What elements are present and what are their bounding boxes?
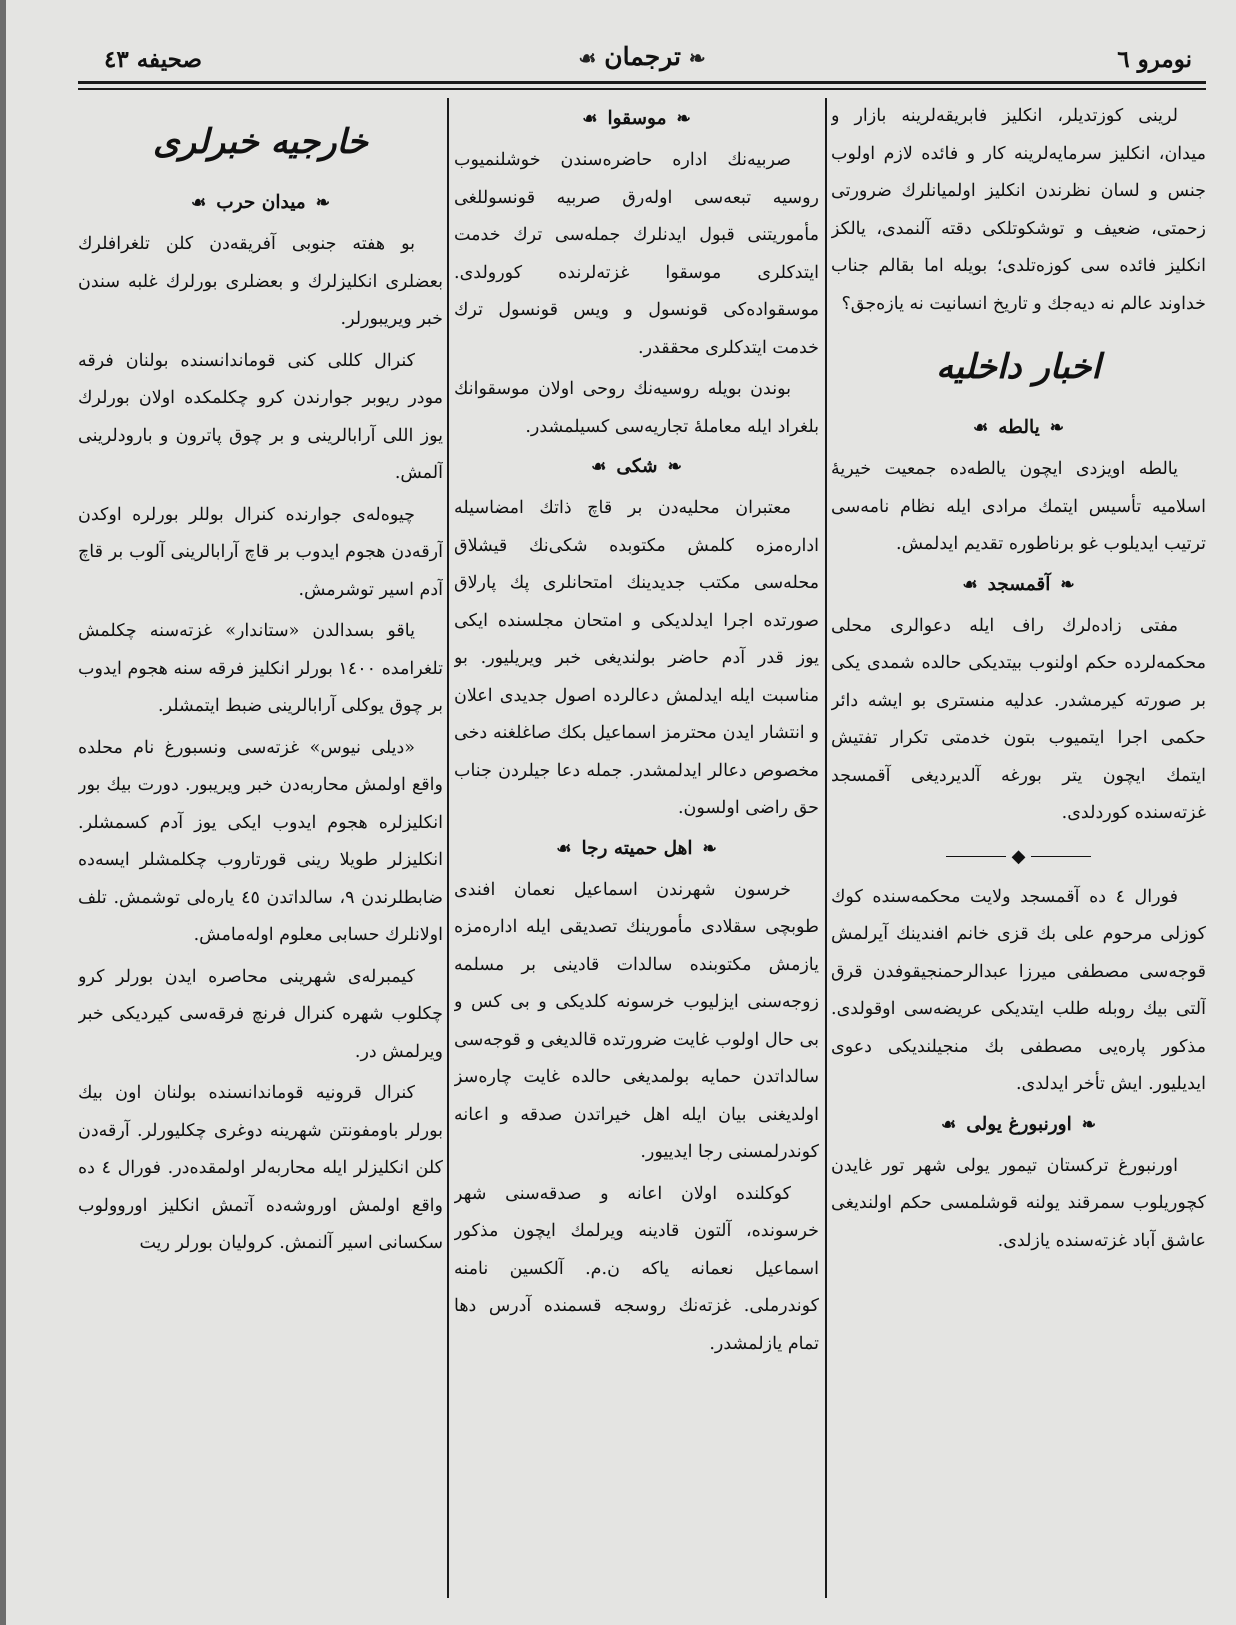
- heading-text: آقمسجد: [987, 573, 1051, 595]
- heading-text: شکی: [616, 456, 658, 477]
- article-paragraph: کنرال کللی کنی قوماندانسنده بولنان فرقه مودر ریوبر جوارندن کرو چکلمکده اولان بورلرك یوز اللی آرابالرینی و بر چوق پاترون و بارودلرینی آلمش.: [78, 350, 443, 483]
- page-number: صحیفه ٤٣: [104, 46, 203, 73]
- article-paragraph: مفتی زاده‌لرك راف ایله دعوالری محلی محکمه‌لرده حکم اولنوب بیتدیکی حالده شمدی یکی بر صورته کیرمشدر. عدلیه منستری بو ایشه دائر حکمی اجرا ایتمیوب بتون خدمتی تکرار تفتیش ایتمك ایچون یتر بورغه آلدیردیغی آقمسجد غزته‌سنده کوردلدی.: [831, 615, 1206, 823]
- ornament-icon: ❧: [1049, 418, 1065, 438]
- article-paragraph: کوکلنده اولان اعانه و صدقه‌سنی شهر خرسونده، آلتون قادینه ویرلمك ایچون مذکور اسماعیل نعمانه یاکه ن.م. آلکسین نامنه کوندرملی. غزته‌نك روسجه قسمنده آدرس دها تمام یازلمشدر.: [454, 1183, 819, 1354]
- article-paragraph: یالطه اویزدی ایچون یالطه‌ده جمعیت خیریۀ اسلامیه تأسیس ایتمك مرادی ایله نظام نامه‌سی ترتیب ایدیلوب غو برناطوره تقدیم ایدلمش.: [831, 459, 1206, 554]
- newspaper-title: [570, 42, 713, 71]
- ornament-icon: ☙: [191, 193, 207, 213]
- ornament-icon: ☙: [591, 457, 607, 477]
- section-title-foreign: خارجیه خبرلری: [153, 122, 368, 162]
- article-paragraph: «دیلی نیوس» غزته‌سی ونسبورغ نام محلده واقع اولمش محاربه‌دن خبر ویریبور. دورت بیك بور انکلیزلره هجوم ایدوب ایکی یوز آدم کسمشلر. انکلیزلر طویلا رینی قورتاروب چکلمشلر ایسه‌ده ضابطلرندن ٩، سالداتدن ٤٥ یاره‌لی توشمش. تلف اولانلرك حسابی معلوم اوله‌مامش.: [78, 737, 443, 945]
- article-paragraph: چیوه‌له‌ی جوارنده کنرال بوللر بورلره اوکدن آرقه‌دن هجوم ایدوب بر قاچ آرابالرینی آلوب بر قاچ آدم اسیر توشرمش.: [78, 504, 443, 600]
- ornament-icon: ❧: [688, 46, 706, 70]
- ornament-icon: ☙: [578, 46, 597, 70]
- ornament-icon: ❧: [1060, 574, 1075, 595]
- ornament-icon: ❧: [667, 457, 682, 477]
- article-heading: [831, 413, 1206, 443]
- header-rule: [78, 81, 1206, 84]
- article-paragraph: اورنبورغ ترکستان تیمور یولی شهر تور غایدن کچوریلوب سمرقند یولنه قوشلمسی حکم اولندیغی عاشق آباد غزته‌سنده یازلدی.: [831, 1155, 1206, 1251]
- column-right: [831, 98, 1206, 1598]
- column-divider: [825, 98, 827, 1598]
- article-heading: [831, 1110, 1206, 1140]
- divider-ornament: [831, 841, 1206, 873]
- ornament-icon: ☙: [972, 418, 989, 438]
- ornament-icon: ❧: [1081, 1114, 1096, 1135]
- heading-text: موسقوا: [607, 108, 667, 129]
- column-divider: [447, 98, 449, 1598]
- section-title-domestic: اخبار داخلیه: [936, 347, 1101, 387]
- ornament-icon: ❧: [702, 838, 717, 859]
- article-paragraph: بو هفته جنوبی آفریقه‌دن کلن تلغرافلرك بعضلری انکلیزلرك و بعضلری بورلرك غلبه سندن خبر ویریبورلر.: [78, 234, 443, 329]
- issue-number: نومرو ٦: [1117, 46, 1192, 73]
- article-paragraph: فورال ٤ ده آقمسجد ولایت محکمه‌سنده کوك کوزلی مرحوم علی بك قزی خانم افندینك آیرلمش قوجه‌سی مصطفی میرزا عبدالرحمنجیقوفدن قرق آلتی بیك روبله طلب ایتدیکی عریضه‌سی اوقولدی. مذکور پاره‌یی مصطفی بك منجیلندیکی دعوی ایدیلیور. ایش تأخر ایدلدی.: [831, 886, 1206, 1094]
- ornament-icon: ❧: [676, 109, 691, 129]
- ornament-icon: ☙: [556, 838, 572, 859]
- heading-text: اهل حمیته رجا: [581, 837, 693, 859]
- heading-text: یالطه: [998, 417, 1040, 438]
- article-heading: [454, 104, 819, 134]
- article-heading: [831, 570, 1206, 600]
- divider-line: [946, 856, 1006, 858]
- divider-line: [1031, 856, 1091, 858]
- diamond-icon: ◆: [1011, 845, 1026, 867]
- newspaper-name: ترجمان: [604, 42, 681, 71]
- article-heading: [454, 834, 819, 864]
- column-left: [78, 98, 443, 1598]
- ornament-icon: ☙: [962, 574, 978, 595]
- ornament-icon: ❧: [315, 193, 330, 213]
- article-paragraph: بوندن بویله روسیه‌نك روحی اولان موسقوانك بلغراد ایله معاملۀ تجاریه‌سی کسیلمشدر.: [454, 379, 819, 437]
- article-paragraph: خرسون شهرندن اسماعیل نعمان افندی طوبچی سقلادی مأمورینك تصدیقی ایله اداره‌مزه یازمش مکتوبنده سالدات قادینی بر مسلمه زوجه‌سنی ایزلیوب خرسونه کلدیکی و بی کس و بی حال اولوب غایت ضرورتده قالدیغی و قوجه‌سی سالداتدن حمایه بولمدیغی حالده غایت چاره‌سز اولدیغنی بیان ایله اهل خیراتدن صدقه و اعانه کوندرلمسنی رجا ایدییور.: [454, 879, 819, 1162]
- article-heading: [78, 188, 443, 218]
- column-middle: [454, 98, 819, 1598]
- article-paragraph: صربیه‌نك اداره حاضره‌سندن خوشلنمیوب روسیه تبعه‌سی اوله‌رق صربیه قونسوللغی مأموریتنی قبول ایدنلرك جمله‌سی ترك خدمت ایتدکلری موسقوا غزته‌لرنده کورولدی. موسقواده‌کی قونسول و ویس قونسول ترك خدمت ایتدکلری محققدر.: [454, 150, 819, 358]
- page-header: [78, 38, 1206, 94]
- article-heading: [454, 452, 819, 482]
- heading-text: اورنبورغ یولی: [966, 1113, 1072, 1135]
- ornament-icon: ☙: [941, 1114, 957, 1135]
- ornament-icon: ☙: [582, 109, 598, 129]
- article-paragraph: کنرال قرونیه قوماندانسنده بولنان اون بیك بورلر باومفونتن شهرینه دوغری چکلیورلر. آرقه‌دن کلن انکلیزلر ایله محاربه‌لر اولمقده‌در. فورال ٤ ده واقع اولمش اوروشه‌ده آتمش انکلیز اوروولوب سکسانی اسیر آلنمش. کرولیان بورلر ریت: [78, 1083, 443, 1253]
- article-paragraph: کیمبرله‌ی شهرینی محاصره ایدن بورلر کرو چکلوب شهره کنرال فرنچ فرقه‌سی کیردیکی خبر ویرلمش در.: [78, 966, 443, 1062]
- header-rule-thin: [78, 88, 1206, 90]
- article-paragraph: یاقو بسدالدن «ستاندار» غزته‌سنه چکلمش تلغرامده ١٤٠٠ بورلر انکلیز فرقه سنه هجوم ایدوب بر چوق یوکلی آرابالرینی ضبط ایتمشلر.: [78, 621, 443, 716]
- article-paragraph: معتبران محلیه‌دن بر قاچ ذاتك امضاسیله اداره‌مزه کلمش مکتوبده شکی‌نك قیشلاق محله‌سی مکتب جدیدینك امتحانلری پك پارلاق صورتده اجرا ایدلدیکی و امتحان مجلسنده ایکی یوز قدر آدم حاضر بولندیغی خبر ویریلیور. بو مناسبت ایله ایدلمش دعالرده اصول جدیدی اعلان و انتشار ایدن محترمز اسماعیل بکك صاغلغنه دخی مخصوص دعالر ایدلمشدر. جمله دعا جیلردن جناب حق راضی اولسون.: [454, 498, 819, 818]
- article-paragraph: لرینی کوزتدیلر، انکلیز فابریقه‌لرینه بازار و میدان، انکلیز سرمایه‌لرینه کار و فائده لازم اولوب جنس و لسان نظرندن انکلیز اولمیانلرك ضرورتی زحمتی، ضعیف و توشکوتلکی دقته آلنمدی، یالکز انکلیز فائده سی کوزه‌تلدی؛ بویله اما بقالم جناب خداوند عالم نه دیه‌جك و تاریخ انسانیت نه یازه‌جق؟: [831, 106, 1206, 314]
- heading-text: میدان حرب: [216, 192, 306, 213]
